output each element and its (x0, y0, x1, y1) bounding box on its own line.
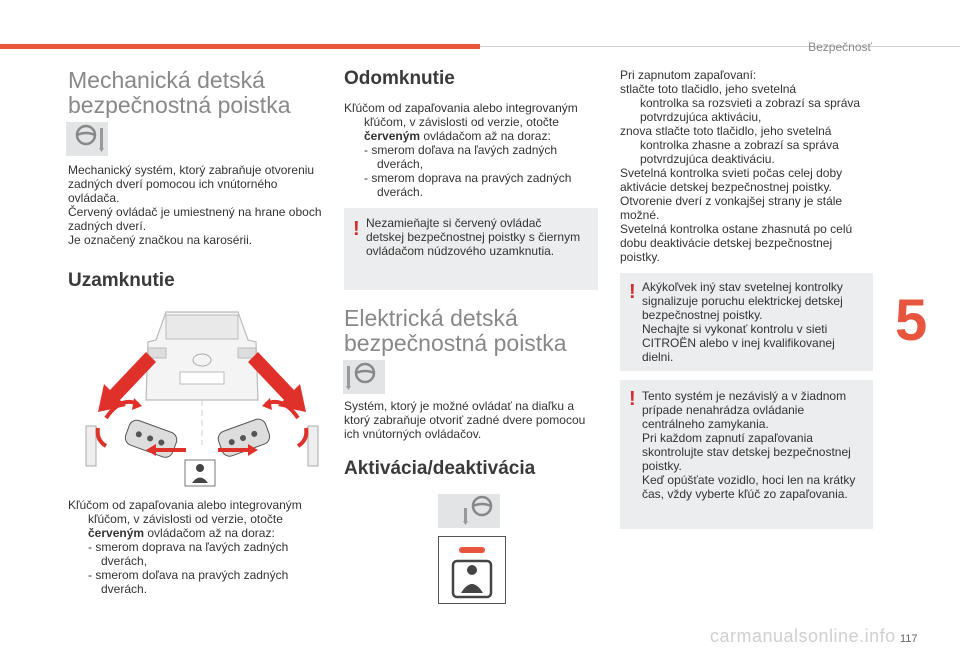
text-line: Tento systém je nezávislý a v žiadnom (642, 389, 847, 403)
text-line: možné. (620, 208, 660, 222)
electric-lock-heading (344, 306, 604, 356)
warning-text (366, 216, 594, 258)
car-rear-illustration (76, 300, 328, 488)
page-number: 117 (900, 633, 918, 645)
watermark: carmanualsonline.info (710, 626, 896, 646)
text-line: aktivácie detskej bezpečnostnej poistky. (620, 180, 832, 194)
text-line: ktorý zabraňuje otvoriť zadné dvere pomocou (344, 413, 586, 427)
text-line: skontrolujte stav detskej bezpečnostnej (642, 445, 851, 459)
text-line: Akýkoľvek iný stav svetelnej kontrolky (642, 280, 843, 294)
dash: - (364, 171, 368, 185)
emphasis: červeným (88, 526, 145, 540)
lock-instructions (68, 498, 333, 596)
section-title: Bezpečnosť (808, 40, 872, 54)
text-line (68, 526, 333, 540)
list-item (68, 498, 333, 512)
text-line: kontrolka sa rozsvieti a zobrazí sa správa (640, 96, 861, 110)
text-line: signalizuje poruchu elektrickej detskej (642, 294, 843, 308)
text-line: dverách, (101, 554, 148, 568)
list-item (344, 101, 606, 115)
steering-wheel-icon (66, 122, 108, 156)
text-line: Keď opúšťate vozidlo, hoci len na krátky (642, 473, 856, 487)
warning-box (620, 273, 873, 371)
steering-wheel-icon (438, 494, 500, 528)
text-fragment: smerom doprava na pravých zadných (371, 171, 572, 185)
child-lock-button[interactable] (438, 536, 506, 604)
header-accent-bar (0, 44, 480, 49)
text-line: detskej bezpečnostnej poistky s čiernym (366, 230, 581, 244)
text-line: Je označený značkou na karosérii. (68, 233, 253, 247)
text-line: dobu deaktivácie detskej bezpečnostnej (620, 236, 833, 250)
text-fragment: ovládačom až na doraz: (420, 129, 551, 143)
heading-line: Elektrická detská (344, 305, 518, 331)
text-fragment: smerom doľava na pravých zadných (95, 568, 289, 582)
text-line (344, 129, 606, 143)
warning-icon: ! (353, 218, 360, 240)
text-line: Mechanický systém, ktorý zabraňuje otvoreniu (68, 163, 315, 177)
text-fragment: Kľúčom od zapaľovania alebo integrovaným (344, 101, 578, 115)
warning-text (642, 389, 870, 501)
list-item (620, 82, 878, 96)
text-line: prípade nenahrádza ovládanie (642, 403, 805, 417)
text-line: potvrdzujúca deaktiváciu. (640, 152, 775, 166)
text-line: kľúčom, v závislosti od verzie, otočte (88, 512, 283, 526)
text-line: dverách, (377, 157, 424, 171)
text-line: Pri každom zapnutí zapaľovania (642, 431, 813, 445)
mechanical-lock-description (68, 163, 333, 247)
dash: - (88, 540, 92, 554)
heading-line: Mechanická detská (68, 67, 265, 93)
text-line: čas, vždy vyberte kľúč zo zapaľovania. (642, 487, 848, 501)
header-rule (480, 46, 960, 47)
text-line: dverách. (101, 582, 148, 596)
text-fragment: smerom doprava na ľavých zadných (95, 540, 289, 554)
text-line: kľúčom, v závislosti od verzie, otočte (364, 115, 559, 129)
activation-instructions (620, 68, 878, 264)
warning-icon: ! (629, 281, 636, 303)
dash: - (364, 143, 368, 157)
text-line: dverách. (377, 185, 424, 199)
electric-lock-description (344, 399, 609, 441)
text-line: Červený ovládač je umiestnený na hrane oboch (68, 205, 322, 219)
lock-heading: Uzamknutie (68, 270, 175, 291)
text-fragment: ovládačom až na doraz: (144, 526, 275, 540)
emphasis: červeným (364, 129, 421, 143)
warning-box (620, 380, 873, 529)
text-line: Kľúčom od zapaľovania alebo integrovaným (68, 498, 302, 512)
text-line: poistky. (620, 250, 660, 264)
dash: - (88, 568, 92, 582)
text-line: centrálneho zamykania. (642, 417, 769, 431)
list-item (620, 124, 878, 138)
text-line: kontrolka zhasne a zobrazí sa správa (640, 138, 839, 152)
unlock-heading: Odomknutie (344, 68, 455, 89)
warning-box (344, 208, 598, 290)
text-line: bezpečnostnej poistky. (642, 308, 763, 322)
chapter-number: 5 (895, 288, 928, 353)
unlock-instructions (344, 101, 606, 199)
text-line: dielni. (642, 350, 674, 364)
text-line: Svetelná kontrolka svieti počas celej doby (620, 166, 843, 180)
text-line: ovládačom núdzového uzamknutia. (366, 244, 555, 258)
text-line: Nechajte si vykonať kontrolu v sieti (642, 322, 828, 336)
heading-line: bezpečnostná poistka (68, 92, 291, 118)
list-subitem (344, 143, 606, 157)
text-line: ovládača. (68, 191, 120, 205)
text-line: CITROËN alebo v inej kvalifikovanej (642, 336, 835, 350)
text-fragment: stlačte toto tlačidlo, jeho svetelná (620, 82, 797, 96)
text-fragment: smerom doľava na ľavých zadných (371, 143, 558, 157)
text-line: poistky. (642, 459, 682, 473)
text-line: Pri zapnutom zapaľovaní: (620, 68, 757, 82)
text-line: potvrdzujúca aktiváciu, (640, 110, 762, 124)
text-line: Svetelná kontrolka ostane zhasnutá po celú (620, 222, 853, 236)
list-subitem (68, 568, 333, 582)
text-fragment: znova stlačte toto tlačidlo, jeho svetelná (620, 124, 832, 138)
text-line: zadných dverí. (68, 219, 147, 233)
steering-wheel-icon (343, 360, 385, 394)
warning-icon: ! (629, 388, 636, 410)
text-line: ich vnútorných ovládačov. (344, 427, 482, 441)
list-subitem (68, 540, 333, 554)
warning-text (642, 280, 870, 364)
text-line: Otvorenie dverí z vonkajšej strany je stále (620, 194, 843, 208)
text-line: Nezamieňajte si červený ovládač (366, 216, 542, 230)
mechanical-lock-heading (68, 68, 328, 118)
activation-heading: Aktivácia/deaktivácia (344, 458, 536, 479)
text-line: Systém, ktorý je možné ovládať na diaľku a (344, 399, 575, 413)
heading-line: bezpečnostná poistka (344, 330, 567, 356)
text-line: zadných dverí pomocou ich vnútorného (68, 177, 278, 191)
list-subitem (344, 171, 606, 185)
child-lock-icon (439, 537, 505, 603)
